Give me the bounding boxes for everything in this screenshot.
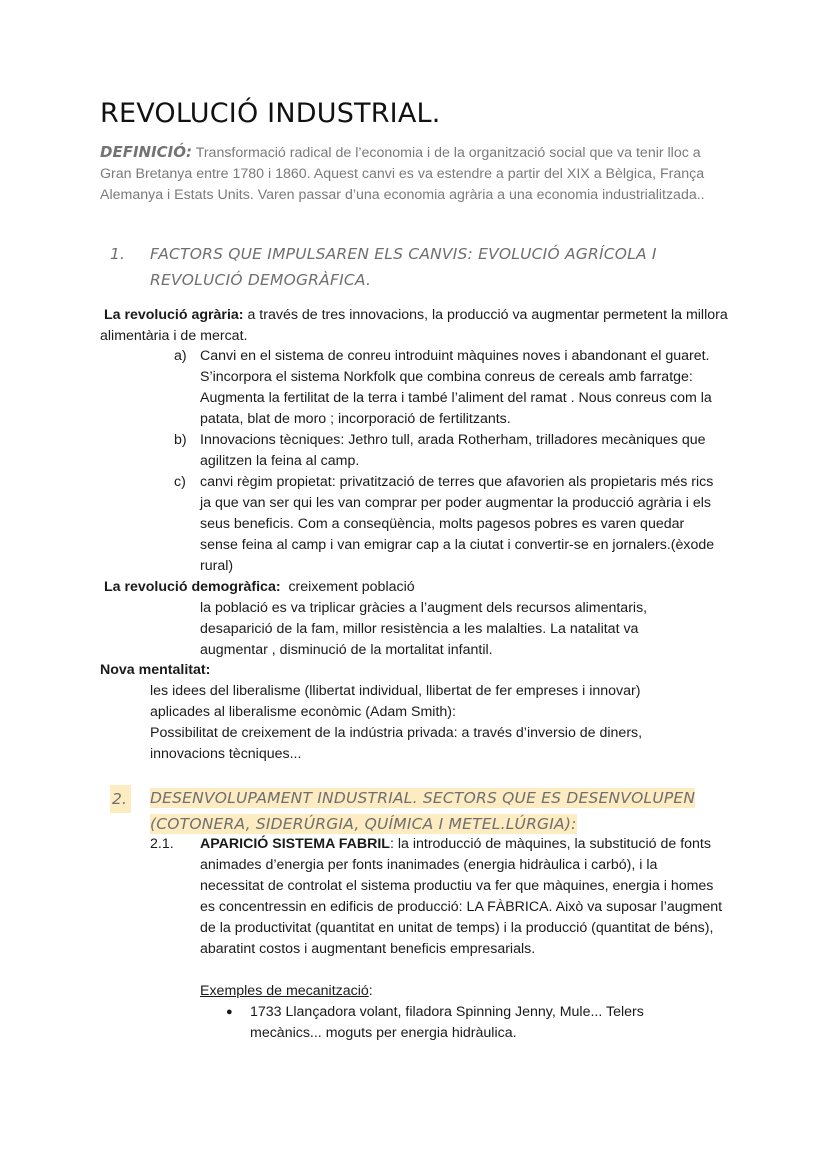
- list-marker: b): [174, 432, 187, 448]
- section-2-title: DESENVOLUPAMENT INDUSTRIAL. SECTORS QUE ES DESENVOLUPEN (COTONERA, SIDERÚRGIA, QUÍMICA I METEL.LÚRGIA):: [150, 789, 696, 833]
- bullet-text: 1733 Llançadora volant, filadora Spinning Jenny, Mule... Telers mecànics... moguts per energia hidràulica.: [250, 1004, 644, 1041]
- section-2-heading: [110, 785, 730, 837]
- subsection-label: APARICIÓ SISTEMA FABRIL: [200, 836, 390, 852]
- agraria-text: a través de tres innovacions, la producció va augmentar permetent la millora alimentària i de mercat.: [100, 307, 728, 344]
- list-item-text: Canvi en el sistema de conreu introduint màquines noves i abandonant el guaret. S’incorpora el sistema Norkfolk que combina conreus de cereals amb farratge: Augmenta la fertilitat de la terra i també l’aliment del ramat . Nous conreus com la patata, blat de moro ; incorporació de fertilitzants.: [200, 348, 712, 427]
- mentalitat-label-text: Nova mentalitat:: [100, 662, 211, 678]
- section-2-number: 2.: [110, 785, 131, 813]
- section-1-title: FACTORS QUE IMPULSAREN ELS CANVIS: EVOLUCIÓ AGRÍCOLA I REVOLUCIÓ DEMOGRÀFICA.: [150, 245, 657, 289]
- list-marker: a): [174, 348, 187, 364]
- subsection-body: [200, 834, 725, 960]
- examples-label: Exemples de mecanització: [200, 983, 369, 999]
- demografica-text: creixement població: [288, 579, 415, 595]
- section-2-title-wrap: [150, 785, 730, 837]
- subsection-text: : la introducció de màquines, la substitució de fonts animades d’energia per fonts inanimades (energia hidràulica i carbó), i la necessitat de controlat el sistema productiu va fer que màquines, energia i homes es concentressin en edificis de producció: LA FÀBRICA. Això va suposar l’augment de la productivitat (quantitat en unitat de temps) i la producció (quantitat de béns), abaratint costos i augmentant beneficis empresarials.: [200, 836, 723, 957]
- mentalitat-line-1: les idees del liberalisme (llibertat individual, llibertat de fer empreses i innovar) aplicades al liberalisme econòmic (Adam Smith):: [150, 683, 641, 720]
- demografica-paragraph: [100, 577, 732, 598]
- demografica-label: La revolució demogràfica:: [103, 579, 281, 595]
- examples-heading: [200, 981, 373, 1002]
- agraria-label: La revolució agrària:: [103, 307, 244, 323]
- list-item-text: Innovacions tècniques: Jethro tull, arada Rotherham, trilladores mecàniques que agilitzen la feina al camp.: [200, 432, 706, 469]
- list-marker: c): [174, 474, 186, 490]
- demografica-detail: la població es va triplicar gràcies a l’augment dels recursos alimentaris, desaparició de la fam, millor resistència a les malalties. La natalitat va augmentar , disminució de la mortalitat infantil.: [200, 600, 648, 658]
- examples-colon: :: [368, 983, 373, 999]
- mentalitat-line-2: Possibilitat de creixement de la indústria privada: a través d’inversio de diners, innovacions tècniques...: [150, 725, 643, 762]
- bullet-marker: ●: [226, 1006, 233, 1018]
- definition: [100, 142, 730, 206]
- subsection-number: 2.1.: [150, 836, 174, 852]
- agraria-paragraph: [100, 305, 732, 347]
- page-title: REVOLUCIÓ INDUSTRIAL.: [100, 98, 441, 129]
- section-1-number: 1.: [110, 245, 126, 263]
- list-item-text: canvi règim propietat: privatització de terres que afavorien als propietaris més rics ja que van ser qui les van comprar per poder augmentar la producció agrària i els seus beneficis. Com a conseqüència, molts pagesos pobres es varen quedar sense feina al camp i van emigrar cap a la ciutat i convertir-se en jornalers.(èxode rural): [200, 474, 715, 574]
- definition-text: Transformació radical de l’economia i de la organització social que va tenir lloc a Gran Bretanya entre 1780 i 1860. Aquest canvi es va estendre a partir del XIX a Bèlgica, França Alemanya i Estats Units. Varen passar d’una economia agrària a una economia industrialitzada..: [100, 145, 705, 203]
- section-1-heading: [110, 241, 730, 293]
- definition-label: DEFINICIÓ:: [100, 143, 192, 161]
- mentalitat-label: [100, 660, 210, 681]
